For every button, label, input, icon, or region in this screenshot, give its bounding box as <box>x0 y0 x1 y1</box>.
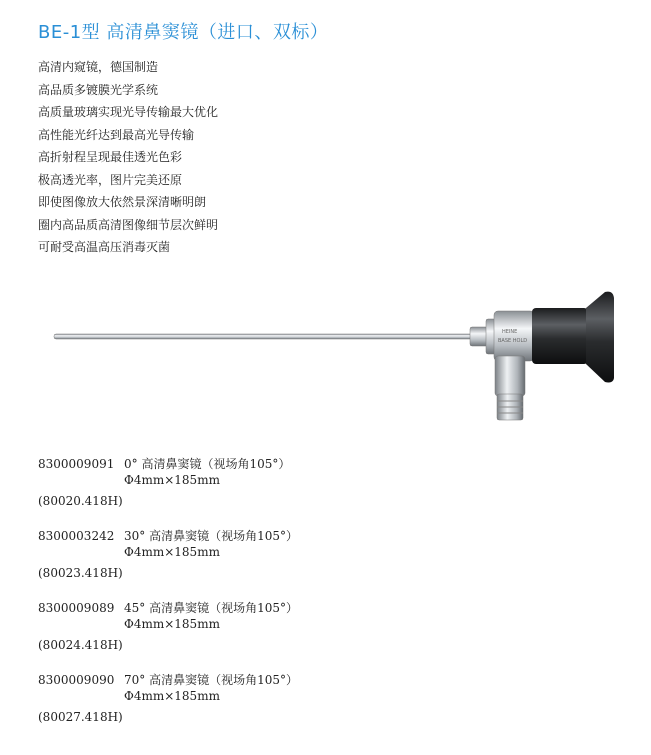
feature-item: 高折射程呈现最佳透光色彩 <box>38 150 183 164</box>
product-item <box>38 600 638 672</box>
scope-label-1: HEINE <box>502 329 518 335</box>
page-title: BE-1型 高清鼻窦镜（进口、双标） <box>38 22 329 43</box>
product-description: 45° 高清鼻窦镜（视场角105°） <box>124 601 298 615</box>
feature-item: 可耐受高温高压消毒灭菌 <box>38 240 171 254</box>
feature-item: 高质量玻璃实现光导传输最大优化 <box>38 105 219 119</box>
scope-ring <box>470 327 488 346</box>
product-code: 8300003242 <box>38 529 115 543</box>
feature-item: 高品质多镀膜光学系统 <box>38 82 159 97</box>
scope-eyepiece <box>532 308 588 364</box>
scope-body <box>494 311 534 361</box>
product-description: 0° 高清鼻窦镜（视场角105°） <box>124 457 291 471</box>
product-size: Φ4mm×185mm <box>124 689 220 703</box>
product-item <box>38 528 638 600</box>
feature-item: 即使图像放大依然景深清晰明朗 <box>38 195 207 209</box>
product-description: 70° 高清鼻窦镜（视场角105°） <box>124 673 298 687</box>
scope-label-2: BASE HOLD <box>498 338 528 344</box>
feature-item: 高清内窥镜，德国制造 <box>38 60 159 74</box>
product-description: 30° 高清鼻窦镜（视场角105°） <box>124 529 298 543</box>
sinuscope-image <box>50 286 620 436</box>
product-reference: (80027.418H) <box>38 710 123 724</box>
scope-eyecup <box>586 292 614 383</box>
feature-item: 高性能光纤达到最高光导传输 <box>38 127 195 142</box>
product-list <box>38 456 638 744</box>
product-size: Φ4mm×185mm <box>124 545 220 559</box>
product-code: 8300009090 <box>38 673 115 687</box>
product-reference: (80024.418H) <box>38 638 123 652</box>
feature-list <box>38 56 218 259</box>
product-size: Φ4mm×185mm <box>124 473 220 487</box>
product-reference: (80023.418H) <box>38 566 123 580</box>
product-code: 8300009091 <box>38 457 115 471</box>
product-item <box>38 672 638 744</box>
feature-item: 圈内高品质高清图像细节层次鲜明 <box>38 217 219 232</box>
product-reference: (80020.418H) <box>38 494 123 508</box>
feature-item: 极高透光率，图片完美还原 <box>38 172 183 187</box>
product-code: 8300009089 <box>38 601 115 615</box>
product-item <box>38 456 638 528</box>
product-size: Φ4mm×185mm <box>124 617 220 631</box>
scope-shaft <box>54 334 474 339</box>
light-post <box>495 356 525 396</box>
